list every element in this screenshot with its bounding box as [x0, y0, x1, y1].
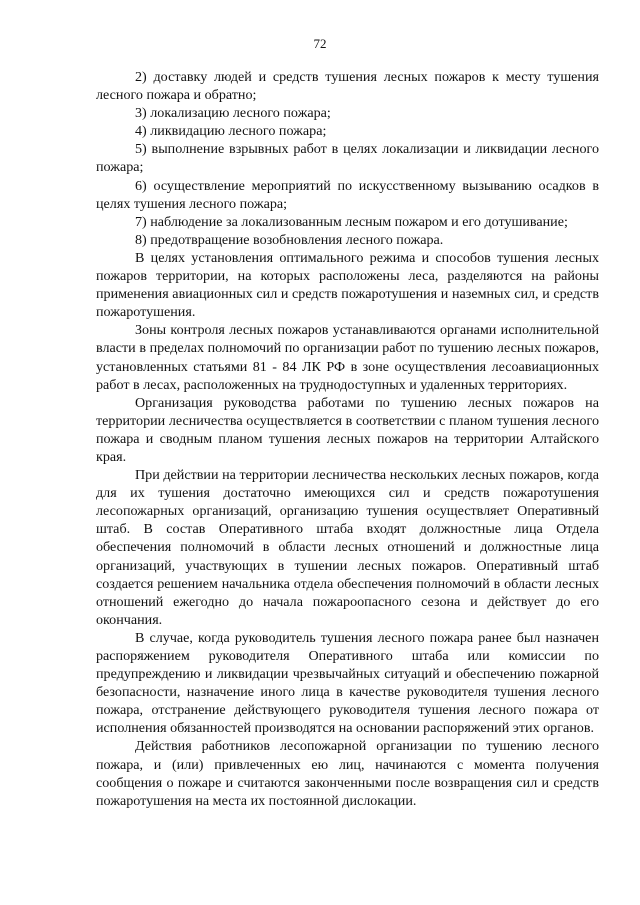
page-number: 72 [313, 36, 327, 51]
list-item-5: 5) выполнение взрывных работ в целях локализации и ликвидации лесного пожара; [96, 141, 599, 176]
paragraph-control-zones: Зоны контроля лесных пожаров устанавливаются органами исполнительной власти в пределах полномочий по организации работ по тушению лесных пожаров, установленных статьями 81 - 84 ЛК РФ в зоне осуществления лесоавиационных работ в лесах, расположенных на труднодоступных и удаленных территориях. [96, 322, 599, 393]
paragraph-zones: В целях установления оптимального режима и способов тушения лесных пожаров территории, на которых расположены леса, разделяются на районы применения авиационных сил и средств пожаротушения и наземных сил, и средств пожаротушения. [96, 249, 599, 321]
paragraph-leader-appointment: В случае, когда руководитель тушения лесного пожара ранее был назначен распоряжением руководителя Оперативного штаба или комиссии по предупреждению и ликвидации чрезвычайных ситуаций и обеспечению пожарной безопасности, назначение иного лица в качестве руководителя тушения лесного пожара, отстранение действующего руководителя тушения лесного пожара от исполнения обязанностей производятся на основании распоряжений этих органов. [96, 629, 599, 737]
list-item-8: 8) предотвращение возобновления лесного пожара. [135, 231, 444, 248]
list-item-3: 3) локализацию лесного пожара; [135, 105, 331, 122]
list-item-2: 2) доставку людей и средств тушения лесных пожаров к месту тушения лесного пожара и обратно; [96, 69, 599, 104]
paragraph-organization: Организация руководства работами по тушению лесных пожаров на территории лесничества осуществляется в соответствии с планом тушения лесного пожара и сводным планом тушения лесных пожаров на территории Алтайского края. [96, 394, 599, 465]
document-body [96, 68, 599, 810]
list-item-6: 6) осуществление мероприятий по искусственному вызыванию осадков в целях тушения лесного пожара; [96, 177, 599, 212]
list-item-7: 7) наблюдение за локализованным лесным пожаром и его дотушивание; [135, 213, 568, 230]
list-item-4: 4) ликвидацию лесного пожара; [135, 123, 327, 140]
paragraph-operational-staff: При действии на территории лесничества нескольких лесных пожаров, когда для их тушения достаточно имеющихся сил и средств пожаротушения лесопожарных организаций, организацию тушения осуществляет Оперативный штаб. В состав Оперативного штаба входят должностные лица Отдела обеспечения полномочий в области лесных отношений и должностные лица организаций, участвующих в тушении лесных пожаров. Оперативный штаб создается решением начальника отдела обеспечения полномочий в области лесных отношений ежегодно до начала пожароопасного сезона и действует до его окончания. [96, 467, 599, 628]
paragraph-actions: Действия работников лесопожарной организации по тушению лесного пожара, и (или) привлеченных ею лиц, начинаются с момента получения сообщения о пожаре и считаются законченными после возвращения сил и средств пожаротушения на места их постоянной дислокации. [96, 738, 599, 809]
